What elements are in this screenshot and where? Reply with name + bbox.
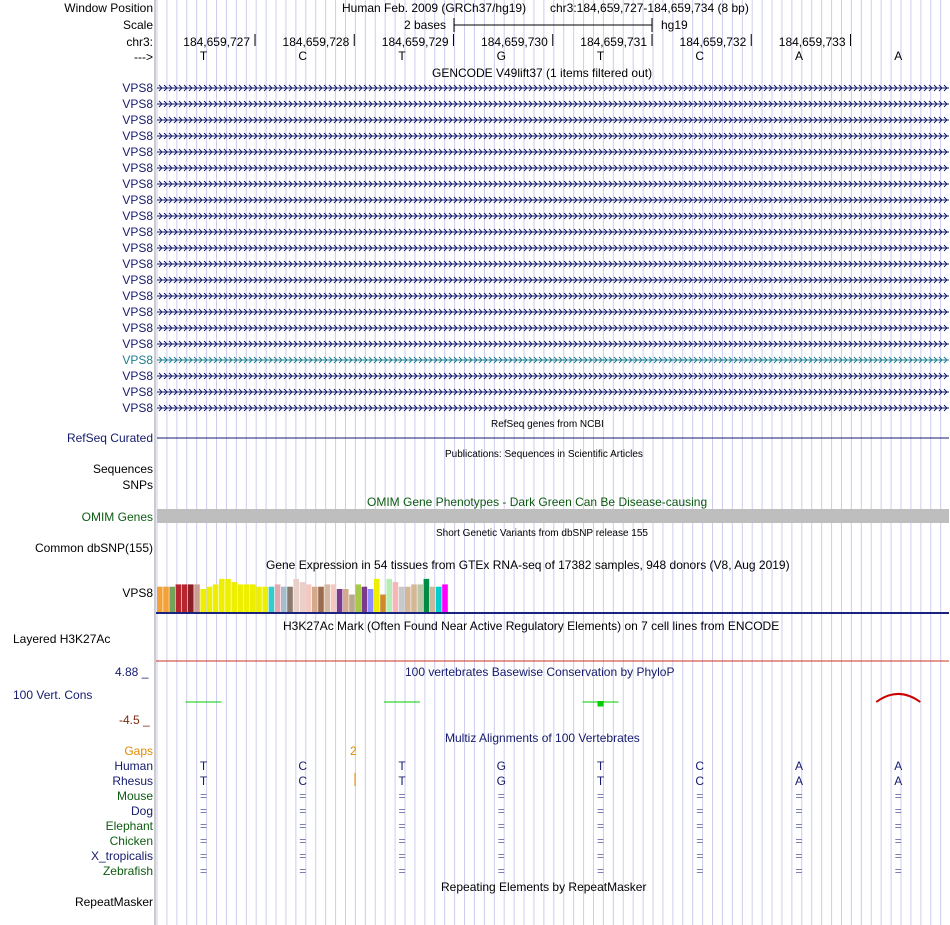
alignment-base: T (199, 759, 208, 773)
alignment-base: G (496, 774, 506, 788)
species-label[interactable]: X_tropicalis (90, 849, 153, 863)
gtex-tissue-bar[interactable] (163, 587, 169, 612)
alignment-base: = (696, 849, 704, 863)
species-label[interactable]: Chicken (109, 834, 153, 848)
gtex-tissue-bar[interactable] (287, 587, 293, 612)
gtex-tissue-bar[interactable] (200, 589, 206, 612)
gtex-tissue-bar[interactable] (281, 587, 287, 612)
alignment-base: = (894, 804, 902, 818)
gencode-transcript-label[interactable]: VPS8 (122, 401, 153, 415)
phylop-value-mark (876, 694, 920, 702)
gencode-transcript-label[interactable]: VPS8 (122, 241, 153, 255)
phylop-min-label: -4.5 _ (119, 713, 150, 727)
gtex-tissue-bar[interactable] (417, 584, 423, 612)
gencode-transcript-label[interactable]: VPS8 (122, 193, 153, 207)
alignment-base: = (596, 864, 604, 878)
gtex-tissue-bar[interactable] (424, 579, 430, 612)
species-label[interactable]: Human (114, 759, 153, 773)
gtex-track-title: Gene Expression in 54 tissues from GTEx RNA-seq of 17382 samples, 948 donors (V8, Aug 2019) (266, 558, 790, 572)
repeatmasker-track-title: Repeating Elements by RepeatMasker (441, 880, 647, 894)
alignment-base: = (299, 789, 307, 803)
alignment-base: = (398, 789, 406, 803)
reference-base: A (794, 49, 803, 63)
alignment-base: = (795, 864, 803, 878)
alignment-base: = (894, 849, 902, 863)
h3k27ac-label[interactable]: Layered H3K27Ac (13, 632, 111, 646)
alignment-base: C (695, 774, 705, 788)
reference-base: C (298, 49, 308, 63)
alignment-base: = (497, 819, 505, 833)
alignment-base: = (199, 789, 207, 803)
gtex-tissue-bar[interactable] (262, 587, 268, 612)
gtex-tissue-bar[interactable] (300, 582, 306, 612)
coordinate-label: 184,659,733 (778, 35, 846, 49)
gencode-transcript-label[interactable]: VPS8 (122, 113, 153, 127)
gaps-label[interactable]: Gaps (124, 744, 153, 758)
gtex-tissue-bar[interactable] (393, 582, 399, 612)
reference-base: A (894, 49, 903, 63)
gtex-tissue-bar[interactable] (411, 584, 417, 612)
gtex-tissue-bar[interactable] (219, 579, 225, 612)
alignment-base: T (398, 759, 406, 773)
gencode-transcript-label[interactable]: VPS8 (122, 369, 153, 383)
reference-base: C (695, 49, 705, 63)
alignment-base: = (497, 804, 505, 818)
gtex-tissue-bar[interactable] (368, 589, 374, 612)
scale-label: Scale (122, 18, 153, 32)
species-label[interactable]: Elephant (105, 819, 153, 833)
gtex-tissue-bar[interactable] (157, 587, 163, 612)
alignment-base: = (398, 804, 406, 818)
alignment-base: A (894, 774, 903, 788)
alignment-base: = (299, 864, 307, 878)
gtex-tissue-bar[interactable] (256, 587, 262, 612)
dbsnp-label[interactable]: Common dbSNP(155) (34, 541, 153, 555)
omim-track-title: OMIM Gene Phenotypes - Dark Green Can Be Disease-causing (367, 495, 708, 509)
alignment-base: = (299, 849, 307, 863)
gtex-tissue-bar[interactable] (324, 584, 330, 612)
gtex-tissue-bar[interactable] (306, 584, 312, 612)
gtex-tissue-bar[interactable] (318, 587, 324, 612)
gencode-transcript-label[interactable]: VPS8 (122, 81, 153, 95)
dbsnp-track-title: Short Genetic Variants from dbSNP release 155 (436, 528, 648, 539)
window-position-label: Window Position (64, 1, 153, 15)
gencode-transcript-label[interactable]: VPS8 (122, 161, 153, 175)
gencode-transcript-label[interactable]: VPS8 (122, 385, 153, 399)
gtex-tissue-bar[interactable] (269, 587, 275, 612)
gencode-transcript-label[interactable]: VPS8 (122, 321, 153, 335)
publications-snps-label[interactable]: SNPs (122, 478, 153, 492)
alignment-base: = (894, 864, 902, 878)
publications-sequences-label[interactable]: Sequences (92, 462, 153, 476)
gtex-tissue-bar[interactable] (349, 595, 355, 612)
gtex-tissue-bar[interactable] (380, 595, 386, 612)
gtex-tissue-bar[interactable] (188, 584, 194, 612)
alignment-base: = (696, 819, 704, 833)
alignment-base: C (695, 759, 705, 773)
alignment-base: = (596, 804, 604, 818)
gtex-tissue-bar[interactable] (405, 587, 411, 612)
alignment-base: C (298, 759, 308, 773)
phylop-track-title: 100 vertebrates Basewise Conservation by PhyloP (405, 665, 675, 679)
reference-base: T (199, 49, 208, 63)
gencode-track-title: GENCODE V49lift37 (1 items filtered out) (432, 66, 653, 80)
gtex-tissue-bar[interactable] (355, 584, 361, 612)
scale-bases: 2 bases (404, 18, 447, 32)
gtex-tissue-bar[interactable] (293, 579, 299, 612)
phylop-label[interactable]: 100 Vert. Cons (13, 688, 93, 702)
h3k27ac-track-title: H3K27Ac Mark (Often Found Near Active Regulatory Elements) on 7 cell lines from ENCODE (283, 619, 780, 633)
gtex-tissue-bar[interactable] (225, 579, 231, 612)
repeatmasker-label[interactable]: RepeatMasker (74, 895, 153, 909)
alignment-base: = (497, 789, 505, 803)
species-label[interactable]: Rhesus (112, 774, 153, 788)
alignment-base: = (696, 804, 704, 818)
gtex-tissue-bar[interactable] (182, 584, 188, 612)
species-label[interactable]: Zebrafish (102, 864, 153, 878)
omim-gene-bar[interactable] (157, 509, 949, 523)
gtex-tissue-bar[interactable] (207, 587, 213, 612)
alignment-base: = (497, 834, 505, 848)
gtex-tissue-bar[interactable] (275, 584, 281, 612)
gtex-label[interactable]: VPS8 (122, 586, 153, 600)
coordinate-label: 184,659,732 (679, 35, 747, 49)
gencode-transcript-label[interactable]: VPS8 (122, 305, 153, 319)
gtex-tissue-bar[interactable] (331, 584, 337, 612)
alignment-base: = (299, 819, 307, 833)
gtex-tissue-bar[interactable] (374, 579, 380, 612)
alignment-base: = (398, 834, 406, 848)
alignment-base: = (596, 819, 604, 833)
alignment-base: = (199, 849, 207, 863)
alignment-base: = (497, 849, 505, 863)
phylop-value-bar (598, 701, 604, 707)
gtex-tissue-bar[interactable] (337, 589, 343, 612)
reference-base: T (596, 49, 605, 63)
assembly-title: Human Feb. 2009 (GRCh37/hg19) (342, 1, 527, 15)
gencode-transcript-label[interactable]: VPS8 (122, 337, 153, 351)
coordinate-label: 184,659,729 (381, 35, 449, 49)
alignment-base: A (794, 774, 803, 788)
gap-count: 2 (350, 744, 357, 758)
alignment-base: G (496, 759, 506, 773)
gencode-transcript-label[interactable]: VPS8 (122, 209, 153, 223)
alignment-base: T (398, 774, 406, 788)
gencode-transcript-label[interactable]: VPS8 (122, 225, 153, 239)
alignment-base: = (199, 834, 207, 848)
reference-base: G (496, 49, 506, 63)
gencode-transcript-label[interactable]: VPS8 (122, 257, 153, 271)
alignment-base: = (299, 804, 307, 818)
alignment-base: C (298, 774, 308, 788)
species-label[interactable]: Dog (130, 804, 153, 818)
gtex-tissue-bar[interactable] (312, 587, 318, 612)
alignment-base: = (398, 864, 406, 878)
gtex-tissue-bar[interactable] (176, 584, 182, 612)
alignment-base: = (497, 864, 505, 878)
gtex-tissue-bar[interactable] (442, 584, 448, 612)
position-readout: chr3:184,659,727-184,659,734 (8 bp) (550, 1, 749, 15)
alignment-base: A (894, 759, 903, 773)
gtex-tissue-bar[interactable] (169, 587, 175, 612)
gtex-tissue-bar[interactable] (244, 584, 250, 612)
gtex-tissue-bar[interactable] (194, 584, 200, 612)
refseq-track-title: RefSeq genes from NCBI (491, 419, 604, 430)
gtex-tissue-bar[interactable] (213, 584, 219, 612)
alignment-base: = (795, 789, 803, 803)
gtex-tissue-bar[interactable] (386, 579, 392, 612)
alignment-base: = (894, 819, 902, 833)
gtex-tissue-bar[interactable] (238, 584, 244, 612)
gtex-tissue-bar[interactable] (362, 587, 368, 612)
alignment-base: = (795, 849, 803, 863)
alignment-base: = (795, 804, 803, 818)
gtex-tissue-bar[interactable] (343, 589, 349, 612)
alignment-base: = (795, 834, 803, 848)
gencode-transcript-label[interactable]: VPS8 (122, 145, 153, 159)
alignment-base: = (696, 834, 704, 848)
scale-db: hg19 (661, 18, 688, 32)
alignment-base: = (696, 789, 704, 803)
strand-label: ---> (134, 50, 153, 64)
gtex-tissue-bar[interactable] (436, 587, 442, 612)
chrom-label: chr3: (126, 35, 153, 49)
alignment-base: = (596, 789, 604, 803)
coordinate-label: 184,659,728 (282, 35, 350, 49)
gtex-tissue-bar[interactable] (250, 584, 256, 612)
gtex-tissue-bar[interactable] (231, 582, 237, 612)
alignment-base: T (596, 759, 605, 773)
alignment-base: = (398, 849, 406, 863)
alignment-base: = (199, 804, 207, 818)
alignment-base: T (596, 774, 605, 788)
gencode-transcript-label[interactable]: VPS8 (122, 289, 153, 303)
omim-label[interactable]: OMIM Genes (81, 510, 153, 524)
gencode-transcript-label[interactable]: VPS8 (122, 177, 153, 191)
alignment-base: A (794, 759, 803, 773)
multiz-track-title: Multiz Alignments of 100 Vertebrates (445, 731, 640, 745)
gencode-transcript-label[interactable]: VPS8 (122, 273, 153, 287)
gencode-transcript-label[interactable]: VPS8 (122, 129, 153, 143)
gtex-tissue-bar[interactable] (399, 587, 405, 612)
alignment-base: T (199, 774, 208, 788)
refseq-label[interactable]: RefSeq Curated (66, 431, 153, 445)
species-label[interactable]: Mouse (116, 789, 153, 803)
publications-track-title: Publications: Sequences in Scientific Articles (445, 449, 643, 460)
alignment-base: = (596, 834, 604, 848)
alignment-base: = (696, 864, 704, 878)
coordinate-label: 184,659,731 (580, 35, 647, 49)
alignment-base: = (795, 819, 803, 833)
alignment-base: = (199, 864, 207, 878)
phylop-max-label: 4.88 _ (115, 665, 149, 679)
gencode-transcript-label[interactable]: VPS8 (122, 353, 153, 367)
reference-base: T (398, 49, 406, 63)
alignment-base: = (894, 834, 902, 848)
coordinate-label: 184,659,730 (481, 35, 548, 49)
gencode-transcript-label[interactable]: VPS8 (122, 97, 153, 111)
alignment-base: = (596, 849, 604, 863)
alignment-base: = (894, 789, 902, 803)
alignment-base: = (398, 819, 406, 833)
gtex-tissue-bar[interactable] (430, 587, 436, 612)
alignment-base: = (299, 834, 307, 848)
coordinate-label: 184,659,727 (183, 35, 250, 49)
alignment-base: = (199, 819, 207, 833)
